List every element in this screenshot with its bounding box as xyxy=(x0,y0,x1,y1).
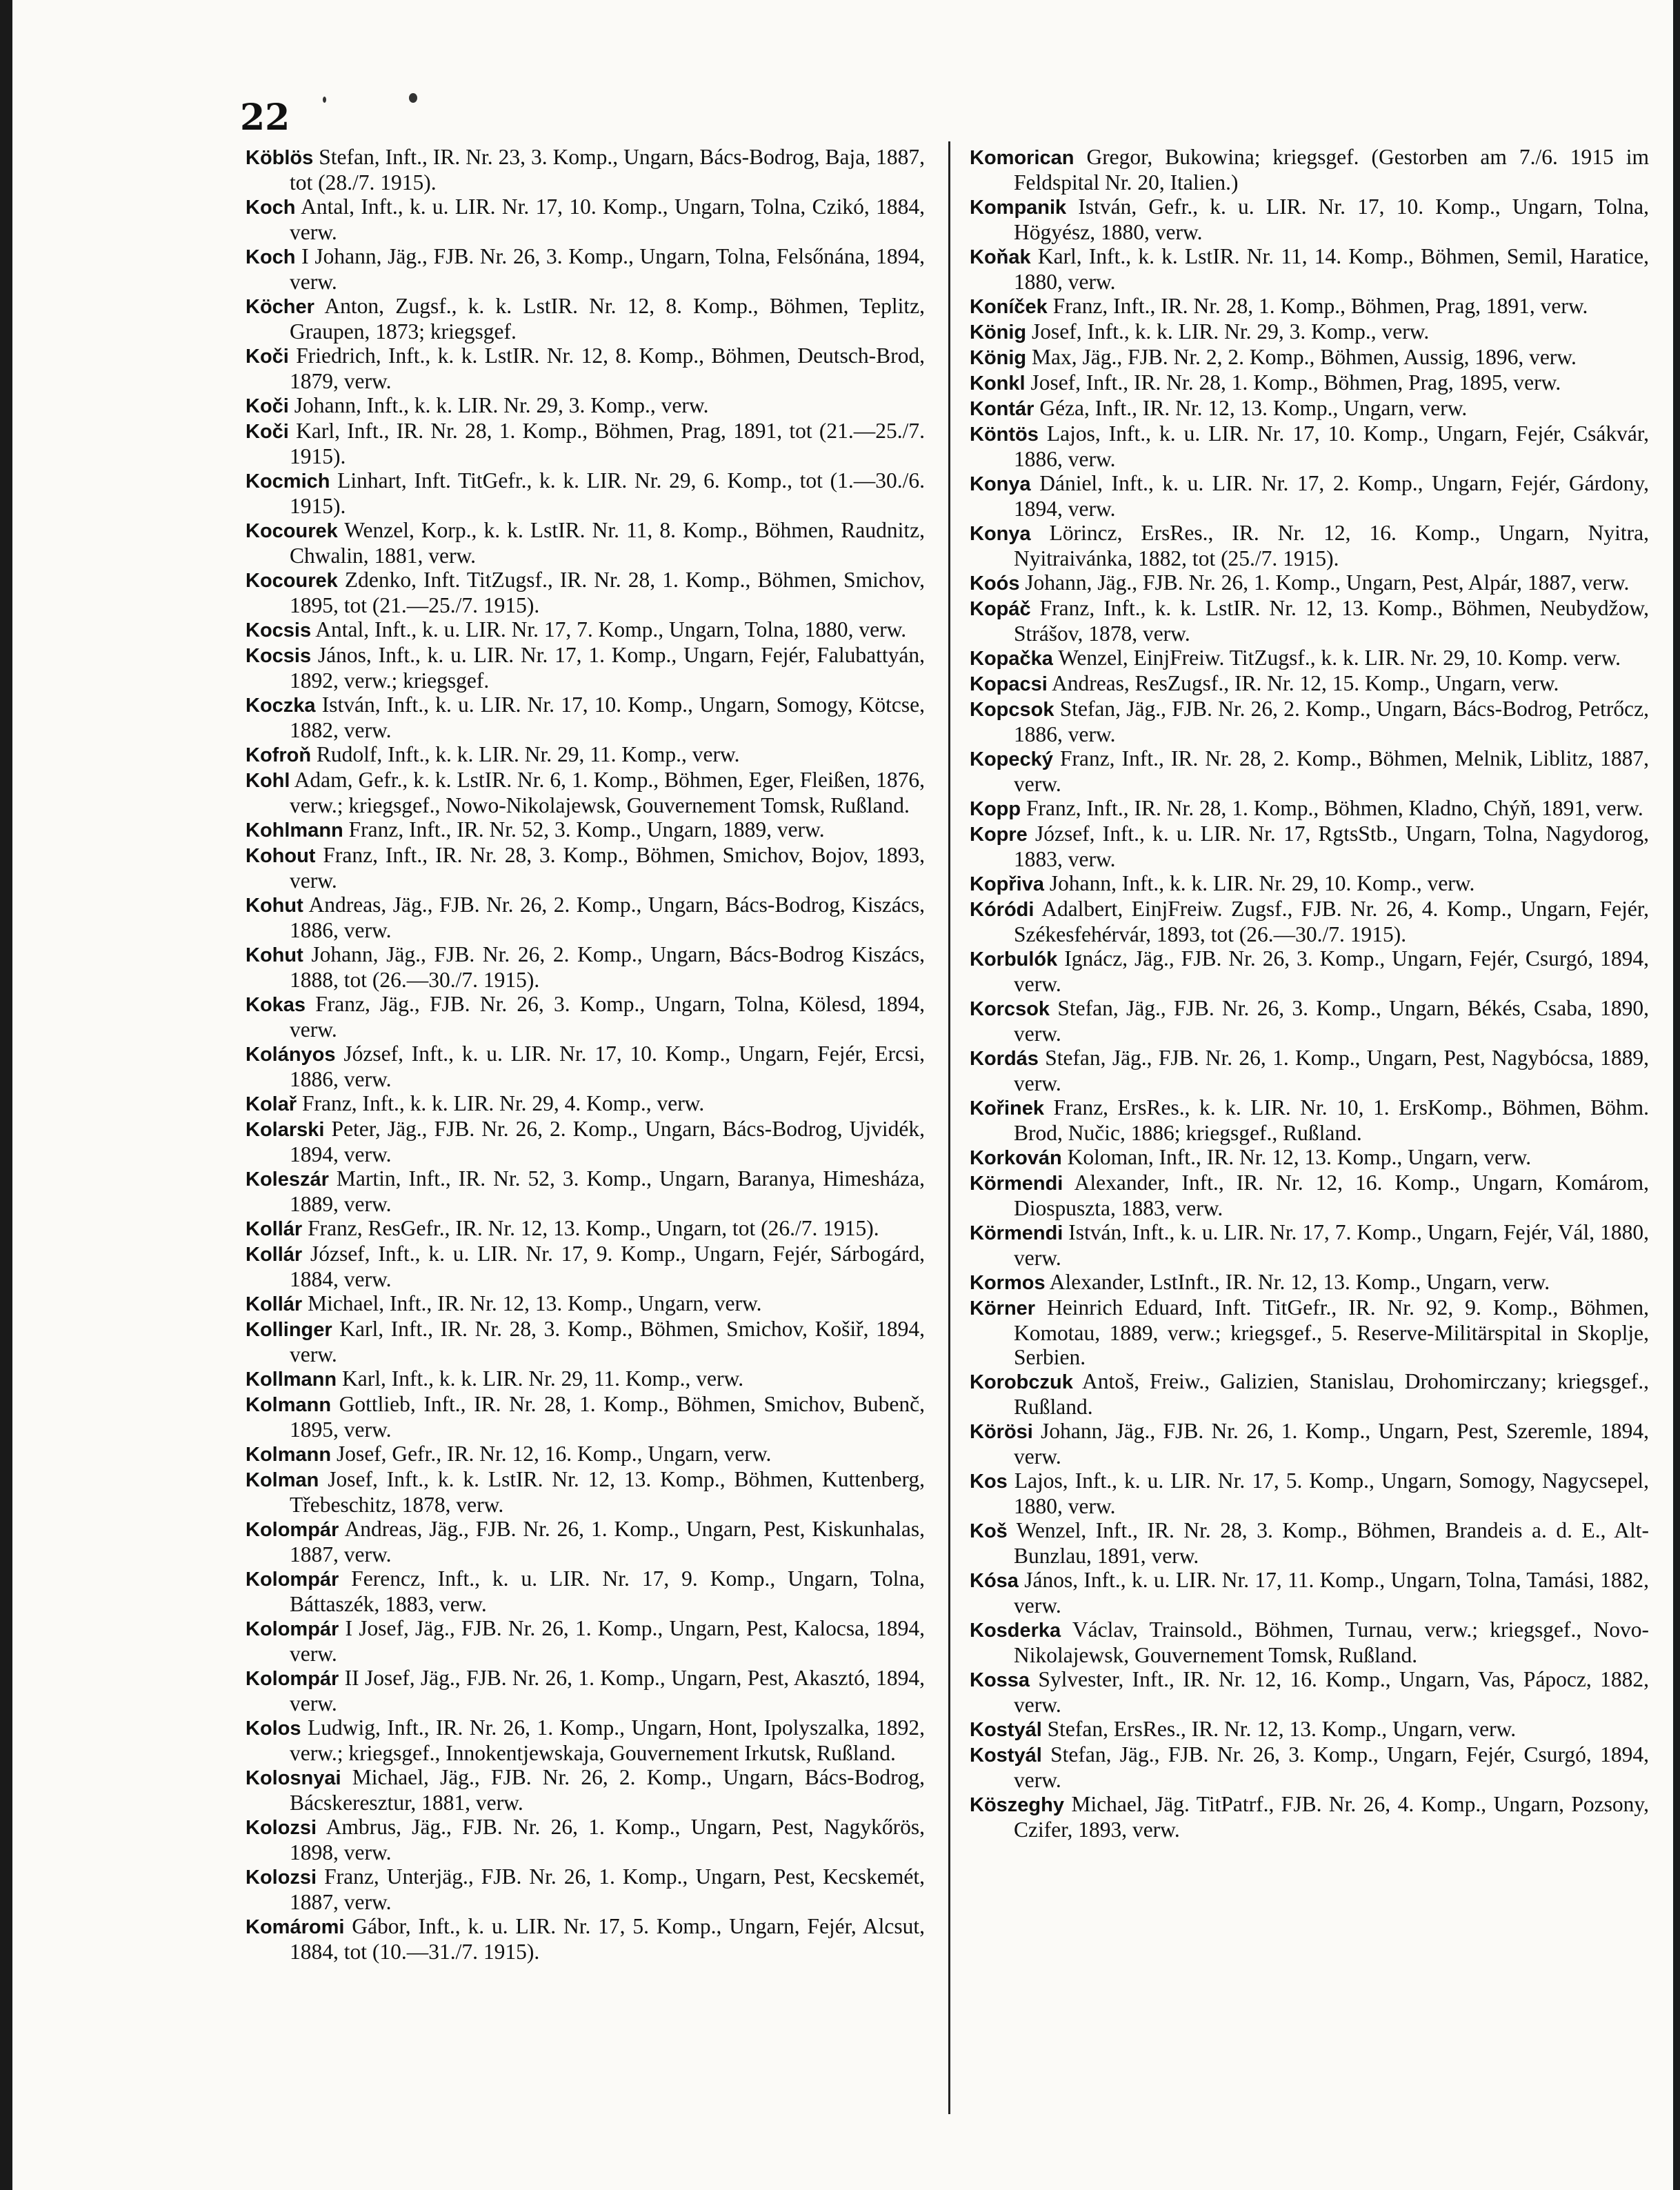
entry-details: Andreas, ResZugsf., IR. Nr. 12, 15. Komp., Ungarn, verw. xyxy=(1047,671,1559,695)
entry-surname: Körösi xyxy=(970,1421,1033,1443)
casualty-entry xyxy=(970,1568,1649,1617)
casualty-entry xyxy=(246,942,925,992)
entry-surname: Köntös xyxy=(970,424,1039,446)
casualty-entry xyxy=(970,671,1649,697)
casualty-entry xyxy=(246,1442,925,1467)
casualty-entry xyxy=(970,1095,1649,1145)
entry-surname: Kostyál xyxy=(970,1744,1042,1766)
entry-surname: Kossa xyxy=(970,1669,1030,1691)
casualty-entry xyxy=(246,145,925,195)
entry-surname: Komorican xyxy=(970,147,1074,169)
casualty-entry xyxy=(970,319,1649,345)
entry-surname: Kopáč xyxy=(970,598,1031,620)
entry-surname: Kontár xyxy=(970,398,1034,420)
entry-details: Franz, Inft., k. k. LIR. Nr. 29, 4. Komp., verw. xyxy=(297,1091,705,1115)
entry-surname: Kolozsi xyxy=(246,1817,317,1839)
casualty-entry xyxy=(246,344,925,393)
entry-details: Lörincz, ErsRes., IR. Nr. 12, 16. Komp., Ungarn, Nyitra, Nyitraivánka, 1882, tot (25./7. 1915). xyxy=(1014,521,1649,570)
casualty-entry xyxy=(970,396,1649,421)
casualty-entry xyxy=(970,1295,1649,1369)
entry-details: Franz, Inft., IR. Nr. 28, 2. Komp., Böhmen, Melnik, Liblitz, 1887, verw. xyxy=(1014,746,1649,796)
entry-surname: Koči xyxy=(246,395,289,417)
entry-details: I Johann, Jäg., FJB. Nr. 26, 3. Komp., Ungarn, Tolna, Felsőnána, 1894, verw. xyxy=(290,244,925,294)
entry-surname: Koš xyxy=(970,1520,1008,1542)
entry-surname: Kolompár xyxy=(246,1569,339,1591)
entry-surname: Kopre xyxy=(970,824,1028,846)
entry-surname: Kopp xyxy=(970,798,1021,820)
casualty-entry xyxy=(970,1419,1649,1469)
entry-details: István, Inft., k. u. LIR. Nr. 17, 7. Komp., Ungarn, Fejér, Vál, 1880, verw. xyxy=(1014,1220,1649,1270)
casualty-entry xyxy=(970,946,1649,996)
entry-details: Stefan, ErsRes., IR. Nr. 12, 13. Komp., Ungarn, verw. xyxy=(1041,1717,1517,1741)
entry-surname: Kolarski xyxy=(246,1119,325,1141)
entry-details: Stefan, Jäg., FJB. Nr. 26, 2. Komp., Ungarn, Bács-Bodrog, Petrőcz, 1886, verw. xyxy=(1014,697,1649,746)
casualty-entry xyxy=(246,518,925,568)
entry-surname: Kohut xyxy=(246,895,303,917)
entry-surname: Konya xyxy=(970,523,1031,545)
entry-details: Adam, Gefr., k. k. LstIR. Nr. 6, 1. Komp., Böhmen, Eger, Fleißen, 1876, verw.; kriegsgef., Nowo-Nikolajewsk, Gouvernement Tomsk, Rußland. xyxy=(290,768,925,817)
casualty-entry xyxy=(246,1117,925,1166)
casualty-entry xyxy=(970,596,1649,646)
entry-surname: Kolmann xyxy=(246,1394,332,1416)
left-column xyxy=(246,145,925,1964)
casualty-entry xyxy=(970,822,1649,871)
casualty-entry xyxy=(246,1914,925,1964)
entry-details: József, Inft., k. u. LIR. Nr. 17, 10. Komp., Ungarn, Fejér, Ercsi, 1886, verw. xyxy=(290,1042,925,1091)
entry-surname: Köblös xyxy=(246,147,314,169)
entry-surname: Komáromi xyxy=(246,1916,345,1938)
entry-details: Franz, Inft., k. k. LstIR. Nr. 12, 13. Komp., Böhmen, Neubydžow, Strášov, 1878, verw. xyxy=(1014,596,1649,646)
entry-details: Lajos, Inft., k. u. LIR. Nr. 17, 10. Komp., Ungarn, Fejér, Csákvár, 1886, verw. xyxy=(1014,421,1649,471)
entry-details: Antoš, Freiw., Galizien, Stanislau, Drohomirczany; kriegsgef., Rußland. xyxy=(1014,1369,1649,1419)
casualty-entry xyxy=(970,1046,1649,1095)
entry-surname: Körmendi xyxy=(970,1222,1063,1244)
entry-details: Karl, Inft., IR. Nr. 28, 1. Komp., Böhmen, Prag, 1891, tot (21.—25./7. 1915). xyxy=(288,419,925,468)
casualty-entry xyxy=(246,1317,925,1366)
entry-details: Anton, Zugsf., k. k. LstIR. Nr. 12, 8. Komp., Böhmen, Teplitz, Graupen, 1873; kriegsgef. xyxy=(290,294,925,344)
entry-details: Dániel, Inft., k. u. LIR. Nr. 17, 2. Komp., Ungarn, Fejér, Gárdony, 1894, verw. xyxy=(1014,471,1649,521)
casualty-entry xyxy=(246,244,925,294)
entry-details: József, Inft., k. u. LIR. Nr. 17, 9. Komp., Ungarn, Fejér, Sárbogárd, 1884, verw. xyxy=(290,1242,925,1291)
entry-surname: Kompanik xyxy=(970,197,1067,219)
casualty-entry xyxy=(970,1469,1649,1518)
casualty-entry xyxy=(246,419,925,468)
casualty-entry xyxy=(246,1091,925,1117)
casualty-entry xyxy=(970,1717,1649,1742)
entry-surname: Kolozsi xyxy=(246,1867,317,1889)
casualty-entry xyxy=(970,1171,1649,1220)
entry-surname: Koch xyxy=(246,246,296,268)
casualty-entry xyxy=(970,195,1649,244)
entry-details: Lajos, Inft., k. u. LIR. Nr. 17, 5. Komp., Ungarn, Somogy, Nagycsepel, 1880, verw. xyxy=(1007,1469,1649,1518)
casualty-entry xyxy=(970,345,1649,370)
entry-surname: Korcsok xyxy=(970,998,1050,1020)
entry-details: Peter, Jäg., FJB. Nr. 26, 2. Komp., Ungarn, Bács-Bodrog, Ujvidék, 1894, verw. xyxy=(290,1117,925,1166)
entry-surname: Kollinger xyxy=(246,1319,332,1341)
casualty-entry xyxy=(970,996,1649,1046)
entry-details: Ambrus, Jäg., FJB. Nr. 26, 1. Komp., Ungarn, Pest, Nagykőrös, 1898, verw. xyxy=(290,1815,925,1864)
casualty-entry xyxy=(246,1566,925,1616)
casualty-entry xyxy=(970,145,1649,195)
casualty-entry xyxy=(246,1042,925,1091)
entry-surname: Korkován xyxy=(970,1147,1062,1169)
entry-surname: Kokas xyxy=(246,994,306,1016)
entry-details: Johann, Jäg., FJB. Nr. 26, 1. Komp., Ungarn, Pest, Alpár, 1887, verw. xyxy=(1019,570,1630,595)
casualty-entry xyxy=(970,897,1649,946)
entry-details: Stefan, Jäg., FJB. Nr. 26, 3. Komp., Ungarn, Fejér, Csurgó, 1894, verw. xyxy=(1014,1742,1649,1792)
casualty-entry xyxy=(246,1166,925,1216)
entry-details: Karl, Inft., IR. Nr. 28, 3. Komp., Böhmen, Smichov, Košiř, 1894, verw. xyxy=(290,1317,925,1366)
entry-surname: Koch xyxy=(246,197,296,219)
entry-details: István, Gefr., k. u. LIR. Nr. 17, 10. Komp., Ungarn, Tolna, Högyész, 1880, verw. xyxy=(1014,195,1649,244)
casualty-entry xyxy=(970,294,1649,319)
casualty-entry xyxy=(246,1815,925,1864)
entry-details: Michael, Jäg. TitPatrf., FJB. Nr. 26, 4. Komp., Ungarn, Pozsony, Czifer, 1893, verw. xyxy=(1014,1792,1649,1842)
entry-details: Ludwig, Inft., IR. Nr. 26, 1. Komp., Ungarn, Hont, Ipolyszalka, 1892, verw.; kriegsgef., Innokentjewskaja, Gouvernement Irkutsk, Rußland. xyxy=(290,1715,925,1765)
entry-details: Sylvester, Inft., IR. Nr. 12, 16. Komp., Ungarn, Vas, Pápocz, 1882, verw. xyxy=(1014,1667,1649,1717)
entry-surname: Kollár xyxy=(246,1218,303,1240)
entry-surname: König xyxy=(970,347,1027,369)
casualty-entry xyxy=(246,768,925,817)
entry-details: Gábor, Inft., k. u. LIR. Nr. 17, 5. Komp., Ungarn, Fejér, Alcsut, 1884, tot (10.—31./7. 1915). xyxy=(290,1914,925,1964)
entry-details: Rudolf, Inft., k. k. LIR. Nr. 29, 11. Komp., verw. xyxy=(311,742,740,766)
entry-details: Heinrich Eduard, Inft. TitGefr., IR. Nr. 92, 9. Komp., Böhmen, Komotau, 1889, verw.; kriegsgef., 5. Reserve-Militärspital in Skoplje, Serbien. xyxy=(1014,1295,1649,1369)
casualty-entry xyxy=(970,646,1649,671)
entry-details: Wenzel, Korp., k. k. LstIR. Nr. 11, 8. Komp., Böhmen, Raudnitz, Chwalin, 1881, verw. xyxy=(290,518,925,568)
entry-surname: Kohl xyxy=(246,770,290,792)
entry-surname: Kocsis xyxy=(246,645,312,667)
casualty-entry xyxy=(246,1765,925,1815)
casualty-entry xyxy=(246,1666,925,1715)
entry-details: Stefan, Inft., IR. Nr. 23, 3. Komp., Ungarn, Bács-Bodrog, Baja, 1887, tot (28./7. 1915). xyxy=(290,145,925,195)
entry-details: Václav, Trainsold., Böhmen, Turnau, verw.; kriegsgef., Novo-Nikolajewsk, Gouvernement Tomsk, Rußland. xyxy=(1014,1617,1649,1667)
entry-surname: Kohut xyxy=(246,944,303,966)
entry-details: Friedrich, Inft., k. k. LstIR. Nr. 12, 8. Komp., Böhmen, Deutsch-Brod, 1879, verw. xyxy=(288,344,925,393)
entry-surname: Koči xyxy=(246,421,289,443)
casualty-entry xyxy=(970,421,1649,471)
entry-surname: Kopecký xyxy=(970,748,1053,770)
casualty-entry xyxy=(246,1366,925,1392)
entry-surname: König xyxy=(970,321,1027,344)
entry-details: Franz, Jäg., FJB. Nr. 26, 3. Komp., Ungarn, Tolna, Kölesd, 1894, verw. xyxy=(290,992,925,1042)
casualty-entry xyxy=(246,1216,925,1242)
entry-details: Antal, Inft., k. u. LIR. Nr. 17, 7. Komp., Ungarn, Tolna, 1880, verw. xyxy=(311,617,907,641)
entry-surname: Kolompár xyxy=(246,1668,339,1690)
entry-surname: Kormos xyxy=(970,1272,1046,1294)
entry-surname: Kolompár xyxy=(246,1618,339,1640)
entry-surname: Kolosnyai xyxy=(246,1767,341,1789)
casualty-entry xyxy=(970,1270,1649,1295)
entry-surname: Kóródi xyxy=(970,899,1034,921)
entry-surname: Kopřiva xyxy=(970,873,1044,895)
entry-surname: Konya xyxy=(970,473,1031,495)
entry-surname: Kolompár xyxy=(246,1519,339,1541)
entry-details: István, Inft., k. u. LIR. Nr. 17, 10. Komp., Ungarn, Somogy, Kötcse, 1882, verw. xyxy=(290,693,925,742)
entry-details: Josef, Gefr., IR. Nr. 12, 16. Komp., Ungarn, verw. xyxy=(331,1442,772,1466)
casualty-entry xyxy=(970,1667,1649,1717)
entry-details: Karl, Inft., k. k. LIR. Nr. 29, 11. Komp., verw. xyxy=(337,1366,744,1391)
entry-surname: Kopačka xyxy=(970,648,1053,670)
casualty-entry xyxy=(970,1518,1649,1568)
entry-surname: Kopcsok xyxy=(970,699,1054,721)
entry-surname: Kořinek xyxy=(970,1097,1044,1119)
entry-details: Linhart, Inft. TitGefr., k. k. LIR. Nr. 29, 6. Komp., tot (1.—30./6. 1915). xyxy=(290,468,925,518)
entry-details: I Josef, Jäg., FJB. Nr. 26, 1. Komp., Ungarn, Pest, Kalocsa, 1894, verw. xyxy=(290,1616,925,1666)
entry-surname: Kopacsi xyxy=(970,673,1048,695)
casualty-entry xyxy=(246,294,925,344)
entry-surname: Kocsis xyxy=(246,619,312,641)
entry-surname: Kos xyxy=(970,1471,1008,1493)
entry-surname: Kolos xyxy=(246,1718,301,1740)
entry-details: II Josef, Jäg., FJB. Nr. 26, 1. Komp., Ungarn, Pest, Akasztó, 1894, verw. xyxy=(290,1666,925,1715)
entry-details: Géza, Inft., IR. Nr. 12, 13. Komp., Ungarn, verw. xyxy=(1034,396,1468,420)
casualty-entry xyxy=(970,1617,1649,1667)
print-speck xyxy=(409,93,417,103)
casualty-entry xyxy=(246,195,925,244)
entry-surname: Kolman xyxy=(246,1469,319,1491)
casualty-entry xyxy=(970,370,1649,396)
casualty-entry xyxy=(970,871,1649,897)
casualty-entry xyxy=(246,643,925,693)
entry-details: Koloman, Inft., IR. Nr. 12, 13. Komp., Ungarn, verw. xyxy=(1061,1145,1532,1169)
entry-details: Josef, Inft., IR. Nr. 28, 1. Komp., Böhmen, Prag, 1895, verw. xyxy=(1025,370,1561,395)
entry-surname: Koňak xyxy=(970,246,1031,268)
entry-details: Gregor, Bukowina; kriegsgef. (Gestorben am 7./6. 1915 im Feldspital Nr. 20, Italien.) xyxy=(1014,145,1649,195)
casualty-entry xyxy=(970,471,1649,521)
casualty-entry xyxy=(246,393,925,419)
entry-surname: Kordás xyxy=(970,1048,1039,1070)
entry-details: József, Inft., k. u. LIR. Nr. 17, RgtsStb., Ungarn, Tolna, Nagydorog, 1883, verw. xyxy=(1014,822,1649,871)
casualty-entry xyxy=(970,244,1649,294)
casualty-entry xyxy=(246,468,925,518)
entry-details: Martin, Inft., IR. Nr. 52, 3. Komp., Ungarn, Baranya, Himesháza, 1889, verw. xyxy=(290,1166,925,1216)
entry-surname: Kosderka xyxy=(970,1620,1061,1642)
entry-details: Alexander, Inft., IR. Nr. 12, 16. Komp., Ungarn, Komárom, Diospuszta, 1883, verw. xyxy=(1014,1171,1649,1220)
casualty-entry xyxy=(970,1145,1649,1171)
entry-details: Antal, Inft., k. u. LIR. Nr. 17, 10. Komp., Ungarn, Tolna, Czikó, 1884, verw. xyxy=(290,195,925,244)
entry-details: Max, Jäg., FJB. Nr. 2, 2. Komp., Böhmen, Aussig, 1896, verw. xyxy=(1026,345,1577,369)
casualty-entry xyxy=(246,893,925,942)
entry-surname: Koós xyxy=(970,573,1020,595)
entry-surname: Kolányos xyxy=(246,1044,336,1066)
entry-details: Franz, Inft., IR. Nr. 52, 3. Komp., Ungarn, 1889, verw. xyxy=(343,817,825,842)
casualty-entry xyxy=(246,1242,925,1291)
casualty-entry xyxy=(970,1220,1649,1270)
entry-surname: Kohlmann xyxy=(246,819,343,842)
entry-details: Franz, ResGefr., IR. Nr. 12, 13. Komp., Ungarn, tot (26./7. 1915). xyxy=(302,1216,879,1240)
entry-surname: Korobczuk xyxy=(970,1371,1073,1393)
entry-surname: Koleszár xyxy=(246,1168,329,1191)
casualty-entry xyxy=(246,1864,925,1914)
entry-surname: Kolař xyxy=(246,1093,297,1115)
entry-details: Andreas, Jäg., FJB. Nr. 26, 1. Komp., Ungarn, Pest, Kiskunhalas, 1887, verw. xyxy=(290,1517,925,1566)
casualty-entry xyxy=(970,697,1649,746)
casualty-entry xyxy=(246,568,925,617)
entry-details: János, Inft., k. u. LIR. Nr. 17, 1. Komp., Ungarn, Fejér, Falubattyán, 1892, verw.; kriegsgef. xyxy=(290,643,925,693)
entry-details: János, Inft., k. u. LIR. Nr. 17, 11. Komp., Ungarn, Tolna, Tamási, 1882, verw. xyxy=(1014,1568,1649,1617)
entry-surname: Kollár xyxy=(246,1244,303,1266)
entry-details: Johann, Inft., k. k. LIR. Nr. 29, 10. Komp., verw. xyxy=(1043,871,1475,895)
casualty-entry xyxy=(970,570,1649,596)
entry-surname: Kollár xyxy=(246,1293,303,1315)
page-number: 22 xyxy=(240,97,290,139)
casualty-entry xyxy=(246,1715,925,1765)
entry-surname: Konkl xyxy=(970,372,1026,395)
entry-surname: Korbulók xyxy=(970,948,1058,970)
entry-surname: Kostyál xyxy=(970,1719,1042,1741)
entry-details: Karl, Inft., k. k. LstIR. Nr. 11, 14. Komp., Böhmen, Semil, Haratice, 1880, verw. xyxy=(1014,244,1649,294)
entry-surname: Kocourek xyxy=(246,520,338,542)
entry-details: Franz, Unterjäg., FJB. Nr. 26, 1. Komp., Ungarn, Pest, Kecskemét, 1887, verw. xyxy=(290,1864,925,1914)
entry-details: Josef, Inft., k. k. LIR. Nr. 29, 3. Komp., verw. xyxy=(1026,319,1430,344)
entry-details: Alexander, LstInft., IR. Nr. 12, 13. Komp., Ungarn, verw. xyxy=(1045,1270,1550,1294)
entry-details: Stefan, Jäg., FJB. Nr. 26, 1. Komp., Ungarn, Pest, Nagybócsa, 1889, verw. xyxy=(1014,1046,1649,1095)
entry-surname: Kocourek xyxy=(246,570,338,592)
casualty-entry xyxy=(970,796,1649,822)
entry-details: Gottlieb, Inft., IR. Nr. 28, 1. Komp., Böhmen, Smichov, Bubenč, 1895, verw. xyxy=(290,1392,925,1442)
entry-details: Franz, ErsRes., k. k. LIR. Nr. 10, 1. ErsKomp., Böhmen, Böhm. Brod, Nučic, 1886; kriegsgef., Rußland. xyxy=(1014,1095,1649,1145)
casualty-entry xyxy=(246,843,925,893)
entry-surname: Kocmich xyxy=(246,470,330,492)
entry-details: Josef, Inft., k. k. LstIR. Nr. 12, 13. Komp., Böhmen, Kuttenberg, Třebeschitz, 1878, verw. xyxy=(290,1467,925,1517)
entry-details: Franz, Inft., IR. Nr. 28, 1. Komp., Böhmen, Kladno, Chýň, 1891, verw. xyxy=(1021,796,1643,820)
entry-details: Franz, Inft., IR. Nr. 28, 1. Komp., Böhmen, Prag, 1891, verw. xyxy=(1047,294,1588,318)
entry-details: Franz, Inft., IR. Nr. 28, 3. Komp., Böhmen, Smichov, Bojov, 1893, verw. xyxy=(290,843,925,893)
column-divider xyxy=(948,141,950,2114)
entry-details: Stefan, Jäg., FJB. Nr. 26, 3. Komp., Ungarn, Békés, Csaba, 1890, verw. xyxy=(1014,996,1649,1046)
entry-details: Michael, Inft., IR. Nr. 12, 13. Komp., Ungarn, verw. xyxy=(302,1291,762,1315)
entry-details: Adalbert, EinjFreiw. Zugsf., FJB. Nr. 26, 4. Komp., Ungarn, Fejér, Székesfehérvár, 1893, tot (26.—30./7. 1915). xyxy=(1014,897,1649,946)
entry-surname: Kollmann xyxy=(246,1368,337,1391)
print-speck xyxy=(323,97,326,103)
casualty-entry xyxy=(970,1369,1649,1419)
casualty-entry xyxy=(246,693,925,742)
entry-details: Johann, Jäg., FJB. Nr. 26, 2. Komp., Ungarn, Bács-Bodrog Kiszács, 1888, tot (26.—30./7. 1915). xyxy=(290,942,925,992)
casualty-entry xyxy=(246,617,925,643)
casualty-entry xyxy=(246,817,925,843)
entry-surname: Kohout xyxy=(246,845,316,867)
casualty-entry xyxy=(246,1392,925,1442)
entry-details: Johann, Inft., k. k. LIR. Nr. 29, 3. Komp., verw. xyxy=(288,393,709,417)
entry-surname: Kósa xyxy=(970,1570,1019,1592)
entry-details: Johann, Jäg., FJB. Nr. 26, 1. Komp., Ungarn, Pest, Szeremle, 1894, verw. xyxy=(1014,1419,1649,1469)
entry-surname: Körner xyxy=(970,1297,1036,1320)
entry-surname: Koníček xyxy=(970,296,1048,318)
entry-surname: Koči xyxy=(246,346,289,368)
entry-details: Ferencz, Inft., k. u. LIR. Nr. 17, 9. Komp., Ungarn, Tolna, Báttaszék, 1883, verw. xyxy=(290,1566,925,1616)
entry-surname: Köszeghy xyxy=(970,1794,1064,1816)
entry-surname: Körmendi xyxy=(970,1173,1063,1195)
casualty-entry xyxy=(246,1517,925,1566)
casualty-entry xyxy=(246,1616,925,1666)
entry-surname: Kolmann xyxy=(246,1444,332,1466)
entry-details: Wenzel, Inft., IR. Nr. 28, 3. Komp., Böhmen, Brandeis a. d. E., Alt-Bunzlau, 1891, verw. xyxy=(1007,1518,1649,1568)
casualty-entry xyxy=(246,992,925,1042)
entry-surname: Kofroň xyxy=(246,744,312,766)
entry-surname: Köcher xyxy=(246,296,314,318)
entry-details: Ignácz, Jäg., FJB. Nr. 26, 3. Komp., Ungarn, Fejér, Csurgó, 1894, verw. xyxy=(1014,946,1649,996)
casualty-entry xyxy=(246,1467,925,1517)
entry-details: Wenzel, EinjFreiw. TitZugsf., k. k. LIR. Nr. 29, 10. Komp. verw. xyxy=(1052,646,1621,670)
casualty-entry xyxy=(246,742,925,768)
entry-details: Zdenko, Inft. TitZugsf., IR. Nr. 28, 1. Komp., Böhmen, Smichov, 1895, tot (21.—25./7. 1915). xyxy=(290,568,925,617)
right-column xyxy=(970,145,1649,1842)
entry-surname: Koczka xyxy=(246,695,316,717)
casualty-entry xyxy=(970,521,1649,570)
entry-details: Michael, Jäg., FJB. Nr. 26, 2. Komp., Ungarn, Bács-Bodrog, Bácskeresztur, 1881, verw. xyxy=(290,1765,925,1815)
entry-details: Andreas, Jäg., FJB. Nr. 26, 2. Komp., Ungarn, Bács-Bodrog, Kiszács, 1886, verw. xyxy=(290,893,925,942)
casualty-entry xyxy=(246,1291,925,1317)
casualty-entry xyxy=(970,1792,1649,1842)
casualty-entry xyxy=(970,1742,1649,1792)
casualty-entry xyxy=(970,746,1649,796)
